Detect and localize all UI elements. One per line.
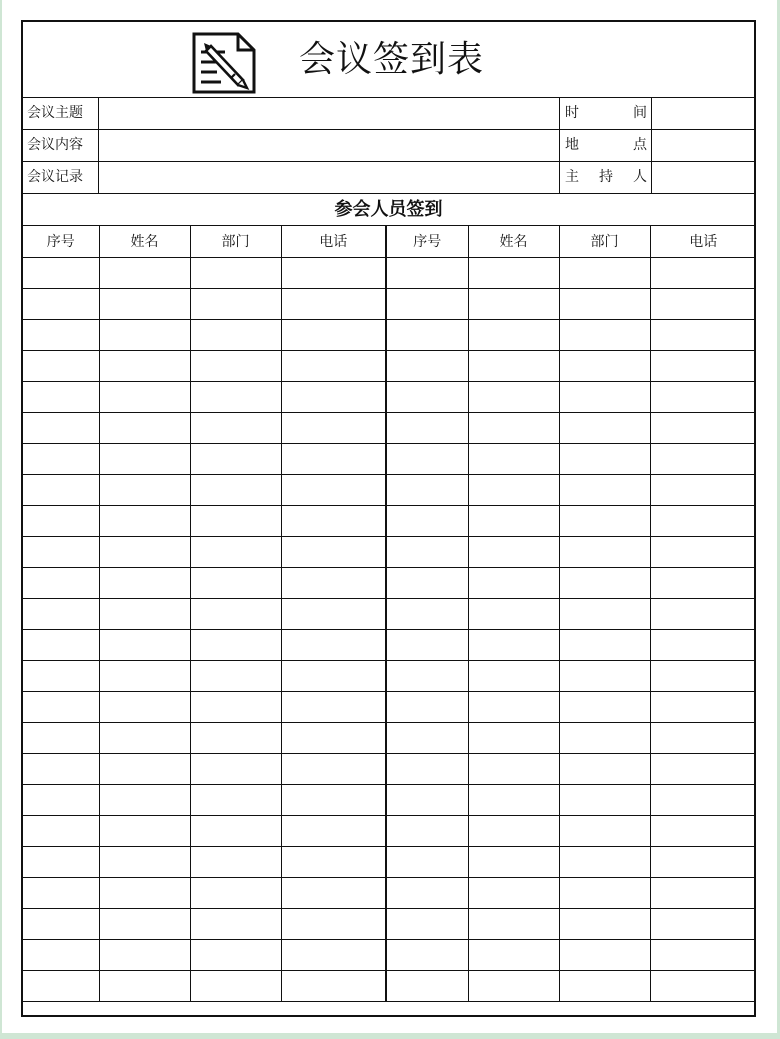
table-row xyxy=(23,815,756,846)
table-cell[interactable] xyxy=(23,846,99,877)
table-row xyxy=(23,598,756,629)
column-header: 部门 xyxy=(190,226,281,257)
table-cell[interactable] xyxy=(281,970,386,1001)
table-row xyxy=(23,443,756,474)
table-cell[interactable] xyxy=(650,443,756,474)
table-cell[interactable] xyxy=(559,846,650,877)
table-cell[interactable] xyxy=(23,412,99,443)
table-cell[interactable] xyxy=(386,567,468,598)
host-label xyxy=(560,162,652,193)
table-cell[interactable] xyxy=(468,319,559,350)
time-label xyxy=(560,98,652,129)
table-cell[interactable] xyxy=(23,536,99,567)
table-cell[interactable] xyxy=(650,381,756,412)
table-cell[interactable] xyxy=(650,412,756,443)
table-cell[interactable] xyxy=(650,846,756,877)
column-header: 序号 xyxy=(23,226,99,257)
table-cell[interactable] xyxy=(23,443,99,474)
table-cell[interactable] xyxy=(650,567,756,598)
document-pencil-icon xyxy=(191,32,257,94)
table-cell[interactable] xyxy=(559,505,650,536)
table-cell[interactable] xyxy=(99,784,190,815)
host-label-char-2: 持 xyxy=(599,169,613,185)
table-cell[interactable] xyxy=(386,598,468,629)
table-cell[interactable] xyxy=(190,412,281,443)
table-cell[interactable] xyxy=(23,598,99,629)
table-cell[interactable] xyxy=(23,908,99,939)
table-cell[interactable] xyxy=(468,412,559,443)
host-value[interactable] xyxy=(652,162,756,193)
section-title: 参会人员签到 xyxy=(23,194,754,226)
table-cell[interactable] xyxy=(468,567,559,598)
time-label-char-1: 时 xyxy=(565,105,579,121)
table-cell[interactable] xyxy=(281,567,386,598)
table-cell[interactable] xyxy=(23,784,99,815)
table-row xyxy=(23,877,756,908)
title-bar xyxy=(23,22,754,98)
table-cell[interactable] xyxy=(190,970,281,1001)
table-cell[interactable] xyxy=(650,257,756,288)
table-cell[interactable] xyxy=(99,877,190,908)
table-cell[interactable] xyxy=(559,288,650,319)
place-label-char-2: 点 xyxy=(633,137,647,153)
table-cell[interactable] xyxy=(99,505,190,536)
table-cell[interactable] xyxy=(650,598,756,629)
table-cell[interactable] xyxy=(386,691,468,722)
table-cell[interactable] xyxy=(386,660,468,691)
table-cell[interactable] xyxy=(23,381,99,412)
table-cell[interactable] xyxy=(468,939,559,970)
table-cell[interactable] xyxy=(281,815,386,846)
table-row xyxy=(23,722,756,753)
table-cell[interactable] xyxy=(559,474,650,505)
table-cell[interactable] xyxy=(468,381,559,412)
table-cell[interactable] xyxy=(650,536,756,567)
table-cell[interactable] xyxy=(281,381,386,412)
table-cell[interactable] xyxy=(386,970,468,1001)
table-cell[interactable] xyxy=(99,412,190,443)
table-cell[interactable] xyxy=(99,753,190,784)
table-cell[interactable] xyxy=(281,660,386,691)
table-cell[interactable] xyxy=(468,846,559,877)
table-cell[interactable] xyxy=(23,660,99,691)
table-cell[interactable] xyxy=(468,722,559,753)
table-cell[interactable] xyxy=(468,691,559,722)
table-cell[interactable] xyxy=(190,257,281,288)
table-cell[interactable] xyxy=(190,474,281,505)
topic-label: 会议主题 xyxy=(23,98,99,129)
table-cell[interactable] xyxy=(190,784,281,815)
table-cell[interactable] xyxy=(559,319,650,350)
table-cell[interactable] xyxy=(386,722,468,753)
table-cell[interactable] xyxy=(99,257,190,288)
table-cell[interactable] xyxy=(99,319,190,350)
table-cell[interactable] xyxy=(23,939,99,970)
table-row xyxy=(23,908,756,939)
table-cell[interactable] xyxy=(99,939,190,970)
table-cell[interactable] xyxy=(468,660,559,691)
table-cell[interactable] xyxy=(190,567,281,598)
table-cell[interactable] xyxy=(23,474,99,505)
table-cell[interactable] xyxy=(23,257,99,288)
table-cell[interactable] xyxy=(281,288,386,319)
table-cell[interactable] xyxy=(468,598,559,629)
table-cell[interactable] xyxy=(99,474,190,505)
record-label: 会议记录 xyxy=(23,162,99,193)
info-row-record xyxy=(23,162,754,194)
table-cell[interactable] xyxy=(468,536,559,567)
table-cell[interactable] xyxy=(386,412,468,443)
table-cell[interactable] xyxy=(559,381,650,412)
table-cell[interactable] xyxy=(190,443,281,474)
place-label xyxy=(560,130,652,161)
table-cell[interactable] xyxy=(281,846,386,877)
table-cell[interactable] xyxy=(99,815,190,846)
time-value[interactable] xyxy=(652,98,756,129)
table-row xyxy=(23,629,756,660)
table-cell[interactable] xyxy=(468,629,559,660)
table-cell[interactable] xyxy=(650,815,756,846)
table-cell[interactable] xyxy=(99,567,190,598)
table-cell[interactable] xyxy=(23,288,99,319)
table-cell[interactable] xyxy=(650,350,756,381)
table-row xyxy=(23,660,756,691)
table-row xyxy=(23,753,756,784)
sign-in-sheet xyxy=(21,20,756,1017)
table-cell[interactable] xyxy=(99,908,190,939)
table-cell[interactable] xyxy=(190,846,281,877)
host-label-char-1: 主 xyxy=(565,169,579,185)
table-cell[interactable] xyxy=(190,381,281,412)
table-cell[interactable] xyxy=(23,877,99,908)
table-cell[interactable] xyxy=(559,691,650,722)
table-cell[interactable] xyxy=(650,784,756,815)
table-cell[interactable] xyxy=(281,474,386,505)
table-cell[interactable] xyxy=(650,505,756,536)
table-cell[interactable] xyxy=(386,381,468,412)
table-cell[interactable] xyxy=(23,350,99,381)
table-cell[interactable] xyxy=(386,288,468,319)
table-cell[interactable] xyxy=(650,629,756,660)
table-cell[interactable] xyxy=(99,598,190,629)
column-header: 电话 xyxy=(281,226,386,257)
column-header: 电话 xyxy=(650,226,756,257)
host-label-char-3: 人 xyxy=(633,169,647,185)
table-cell[interactable] xyxy=(190,660,281,691)
table-cell[interactable] xyxy=(99,691,190,722)
table-row xyxy=(23,412,756,443)
table-cell[interactable] xyxy=(99,629,190,660)
table-cell[interactable] xyxy=(559,939,650,970)
table-cell[interactable] xyxy=(468,474,559,505)
table-cell[interactable] xyxy=(559,412,650,443)
column-header: 姓名 xyxy=(468,226,559,257)
table-cell[interactable] xyxy=(386,629,468,660)
table-cell[interactable] xyxy=(468,288,559,319)
table-cell[interactable] xyxy=(559,567,650,598)
table-row xyxy=(23,536,756,567)
table-cell[interactable] xyxy=(281,753,386,784)
table-cell[interactable] xyxy=(23,970,99,1001)
table-body xyxy=(23,257,756,1001)
table-cell[interactable] xyxy=(99,660,190,691)
table-cell[interactable] xyxy=(281,877,386,908)
table-row xyxy=(23,970,756,1001)
table-cell[interactable] xyxy=(650,660,756,691)
table-row xyxy=(23,288,756,319)
table-cell[interactable] xyxy=(99,846,190,877)
table-cell[interactable] xyxy=(650,722,756,753)
table-cell[interactable] xyxy=(468,443,559,474)
page-title: 会议签到表 xyxy=(299,39,485,80)
table-cell[interactable] xyxy=(468,815,559,846)
table-cell[interactable] xyxy=(99,536,190,567)
table-cell[interactable] xyxy=(190,350,281,381)
table-cell[interactable] xyxy=(190,815,281,846)
table-cell[interactable] xyxy=(468,350,559,381)
table-cell[interactable] xyxy=(281,257,386,288)
table-row xyxy=(23,784,756,815)
content-label: 会议内容 xyxy=(23,130,99,161)
table-cell[interactable] xyxy=(559,257,650,288)
table-cell[interactable] xyxy=(281,350,386,381)
table-cell[interactable] xyxy=(386,474,468,505)
table-cell[interactable] xyxy=(559,660,650,691)
table-cell[interactable] xyxy=(190,753,281,784)
table-cell[interactable] xyxy=(386,877,468,908)
table-cell[interactable] xyxy=(386,753,468,784)
table-cell[interactable] xyxy=(99,970,190,1001)
table-cell[interactable] xyxy=(281,505,386,536)
table-cell[interactable] xyxy=(281,629,386,660)
table-cell[interactable] xyxy=(468,257,559,288)
table-cell[interactable] xyxy=(190,536,281,567)
table-cell[interactable] xyxy=(650,691,756,722)
table-cell[interactable] xyxy=(23,722,99,753)
table-row xyxy=(23,846,756,877)
table-cell[interactable] xyxy=(386,846,468,877)
table-cell[interactable] xyxy=(559,350,650,381)
content-value[interactable] xyxy=(99,130,560,161)
table-row xyxy=(23,505,756,536)
table-cell[interactable] xyxy=(190,598,281,629)
table-cell[interactable] xyxy=(386,536,468,567)
table-cell[interactable] xyxy=(99,443,190,474)
table-cell[interactable] xyxy=(650,319,756,350)
table-cell[interactable] xyxy=(650,753,756,784)
table-row xyxy=(23,567,756,598)
table-cell[interactable] xyxy=(559,908,650,939)
table-cell[interactable] xyxy=(559,877,650,908)
table-cell[interactable] xyxy=(23,319,99,350)
column-header: 部门 xyxy=(559,226,650,257)
table-cell[interactable] xyxy=(559,536,650,567)
table-cell[interactable] xyxy=(190,629,281,660)
table-cell[interactable] xyxy=(99,350,190,381)
info-row-topic xyxy=(23,98,754,130)
table-cell[interactable] xyxy=(23,567,99,598)
table-cell[interactable] xyxy=(23,753,99,784)
table-row xyxy=(23,474,756,505)
table-cell[interactable] xyxy=(650,970,756,1001)
table-cell[interactable] xyxy=(99,288,190,319)
table-cell[interactable] xyxy=(281,691,386,722)
table-cell[interactable] xyxy=(190,877,281,908)
table-cell[interactable] xyxy=(386,319,468,350)
attendee-table xyxy=(23,226,756,1002)
topic-value[interactable] xyxy=(99,98,560,129)
table-cell[interactable] xyxy=(281,598,386,629)
table-cell[interactable] xyxy=(99,722,190,753)
table-cell[interactable] xyxy=(468,970,559,1001)
table-cell[interactable] xyxy=(99,381,190,412)
table-row xyxy=(23,691,756,722)
table-cell[interactable] xyxy=(386,505,468,536)
table-cell[interactable] xyxy=(468,753,559,784)
table-cell[interactable] xyxy=(281,319,386,350)
table-header-row xyxy=(23,226,756,257)
table-cell[interactable] xyxy=(386,908,468,939)
table-cell[interactable] xyxy=(190,939,281,970)
table-cell[interactable] xyxy=(190,908,281,939)
table-cell[interactable] xyxy=(386,350,468,381)
table-cell[interactable] xyxy=(190,505,281,536)
table-cell[interactable] xyxy=(468,784,559,815)
table-cell[interactable] xyxy=(468,877,559,908)
table-cell[interactable] xyxy=(650,288,756,319)
table-cell[interactable] xyxy=(559,629,650,660)
table-cell[interactable] xyxy=(650,474,756,505)
table-cell[interactable] xyxy=(559,784,650,815)
table-cell[interactable] xyxy=(281,722,386,753)
table-row xyxy=(23,257,756,288)
table-cell[interactable] xyxy=(386,443,468,474)
table-cell[interactable] xyxy=(650,908,756,939)
table-cell[interactable] xyxy=(386,939,468,970)
table-cell[interactable] xyxy=(468,908,559,939)
table-row xyxy=(23,939,756,970)
table-row xyxy=(23,381,756,412)
table-cell[interactable] xyxy=(281,939,386,970)
table-cell[interactable] xyxy=(190,319,281,350)
record-value[interactable] xyxy=(99,162,560,193)
table-cell[interactable] xyxy=(190,691,281,722)
time-label-char-2: 间 xyxy=(633,105,647,121)
table-cell[interactable] xyxy=(559,443,650,474)
table-cell[interactable] xyxy=(559,815,650,846)
column-header: 序号 xyxy=(386,226,468,257)
table-cell[interactable] xyxy=(23,691,99,722)
table-cell[interactable] xyxy=(386,815,468,846)
info-row-content xyxy=(23,130,754,162)
table-cell[interactable] xyxy=(650,939,756,970)
table-cell[interactable] xyxy=(559,722,650,753)
table-cell[interactable] xyxy=(559,598,650,629)
table-cell[interactable] xyxy=(281,908,386,939)
table-cell[interactable] xyxy=(468,505,559,536)
table-cell[interactable] xyxy=(559,970,650,1001)
table-row xyxy=(23,350,756,381)
table-cell[interactable] xyxy=(281,443,386,474)
table-cell[interactable] xyxy=(23,629,99,660)
table-cell[interactable] xyxy=(650,877,756,908)
table-row xyxy=(23,319,756,350)
table-cell[interactable] xyxy=(281,784,386,815)
place-value[interactable] xyxy=(652,130,756,161)
table-cell[interactable] xyxy=(23,815,99,846)
column-header: 姓名 xyxy=(99,226,190,257)
table-cell[interactable] xyxy=(190,722,281,753)
table-cell[interactable] xyxy=(281,536,386,567)
table-cell[interactable] xyxy=(23,505,99,536)
table-cell[interactable] xyxy=(281,412,386,443)
table-cell[interactable] xyxy=(386,257,468,288)
place-label-char-1: 地 xyxy=(565,137,579,153)
table-cell[interactable] xyxy=(190,288,281,319)
table-cell[interactable] xyxy=(559,753,650,784)
table-cell[interactable] xyxy=(386,784,468,815)
